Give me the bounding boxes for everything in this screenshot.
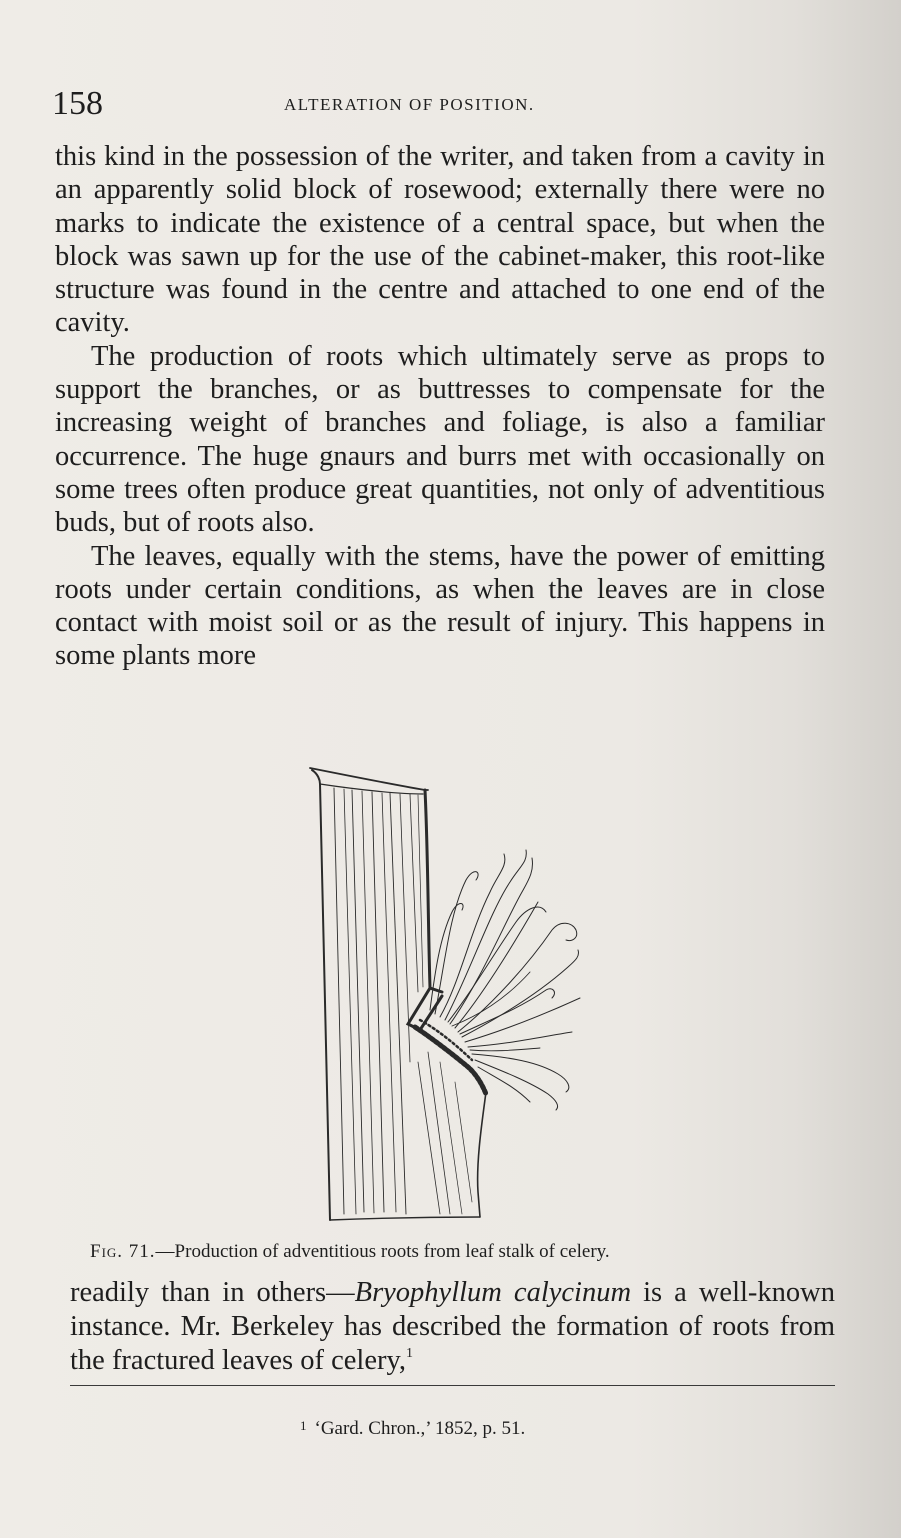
figure-label: Fig. 71. [90, 1241, 156, 1262]
footnote-reference[interactable]: 1 [406, 1346, 413, 1361]
celery-leaf-stalk-illustration [290, 762, 600, 1224]
running-head-title: ALTERATION OF POSITION. [284, 95, 535, 114]
footnote-text: ‘Gard. Chron.,’ 1852, p. 51. [314, 1418, 526, 1439]
figure-caption-text: —Production of adventitious roots from leaf stalk of celery. [155, 1241, 610, 1262]
figure-celery-illustration [290, 762, 600, 1224]
body-text-continued [70, 1276, 835, 1378]
page-number: 158 [52, 85, 103, 122]
paragraph-bryophyllum [70, 1276, 835, 1378]
paragraph-props-roots: The production of roots which ultimately serve as props to support the branches, or as buttresses to compensate for the increasing weight of branches and foliage, is also a familiar occurrence. The huge gnaurs and burrs met with occasionally on some trees often produce great quantities, not only of adventitious buds, but of roots also. [55, 340, 825, 539]
footnote-marker: 1 [300, 1418, 307, 1433]
footnote [300, 1412, 525, 1443]
paragraph-continuation: this kind in the possession of the writer, and taken from a cavity in an apparently solid block of rosewood; externally there were no marks to indicate the existence of a central space, but when the block was sawn up for the use of the cabinet-maker, this root-like structure was found in the centre and attached to one end of the cavity. [55, 141, 825, 339]
paragraph-leaves-roots: The leaves, equally with the stems, have the power of emitting roots under certain conditions, as when the leaves are in close contact with moist soil or as the result of injury. This happens in some plants more [55, 540, 825, 672]
running-head [52, 82, 832, 126]
body-text [55, 140, 825, 673]
continuation-text-before: readily than in others— [70, 1277, 355, 1308]
species-name: Bryophyllum calycinum [354, 1277, 632, 1308]
footnote-rule [70, 1385, 835, 1386]
continuation-text-after: is a well-known instance. Mr. Berkeley has described the formation of roots from the fractured leaves of celery, [70, 1277, 835, 1376]
figure-caption [90, 1237, 830, 1267]
